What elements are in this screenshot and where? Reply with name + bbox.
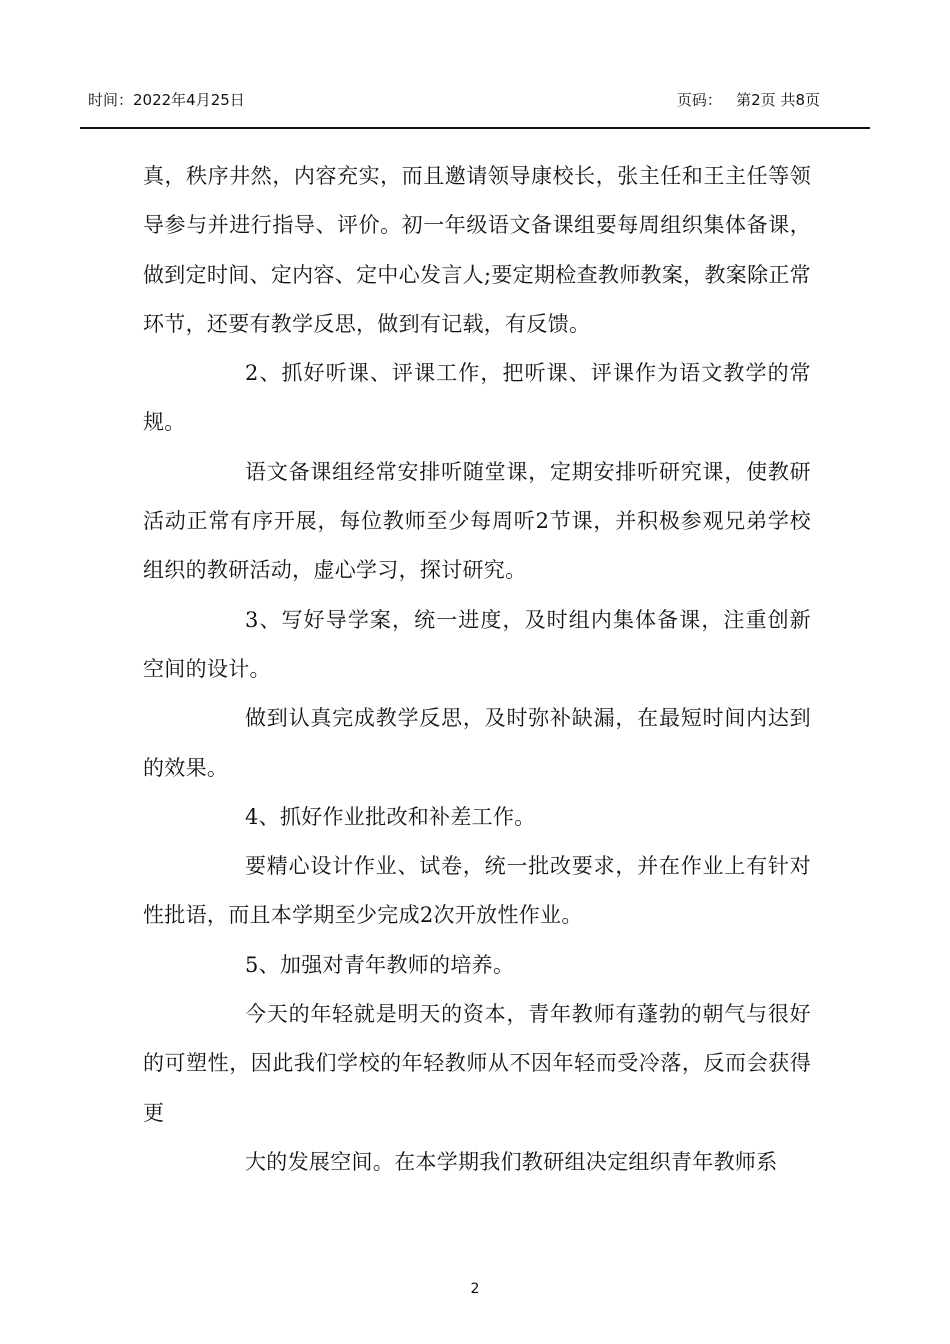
header-divider	[80, 127, 870, 129]
paragraph-7: 要精心设计作业、试卷，统一批改要求，并在作业上有针对性批语，而且本学期至少完成2次开放性作业。	[143, 854, 811, 928]
header-page-info: 页码： 第2页 共8页	[676, 91, 820, 109]
paragraph-6: 4、抓好作业批改和补差工作。	[245, 804, 536, 829]
paragraph-3: 语文备课组经常安排听随堂课，定期安排听研究课，使教研活动正常有序开展，每位教师至少每周听2节课，并积极参观兄弟学校组织的教研活动，虚心学习，探讨研究。	[143, 459, 811, 583]
page-number: 2	[470, 1281, 480, 1297]
paragraph-9: 今天的年轻就是明天的资本，青年教师有蓬勃的朝气与很好的可塑性，因此我们学校的年轻教师从不因年轻而受冷落，反而会获得更	[143, 1002, 811, 1125]
paragraph-5: 做到认真完成教学反思，及时弥补缺漏，在最短时间内达到的效果。	[143, 706, 811, 780]
paragraph-8: 5、加强对青年教师的培养。	[245, 952, 515, 977]
paragraph-1: 真，秩序井然，内容充实，而且邀请领导康校长，张主任和王主任等领导参与并进行指导、评价。初一年级语文备课组要每周组织集体备课，做到定时间、定内容、定中心发言人;要定期检查教师教案，教案除正常环节，还要有教学反思，做到有记载，有反馈。	[143, 164, 811, 336]
page-header	[88, 89, 870, 113]
paragraph-4: 3、写好导学案，统一进度，及时组内集体备课，注重创新空间的设计。	[143, 607, 811, 681]
header-time: 时间：2022年4月25日	[88, 91, 245, 109]
document-body	[143, 152, 811, 1187]
paragraph-10: 大的发展空间。在本学期我们教研组决定组织青年教师系	[245, 1149, 778, 1174]
paragraph-2: 2、抓好听课、评课工作，把听课、评课作为语文教学的常规。	[143, 361, 811, 435]
